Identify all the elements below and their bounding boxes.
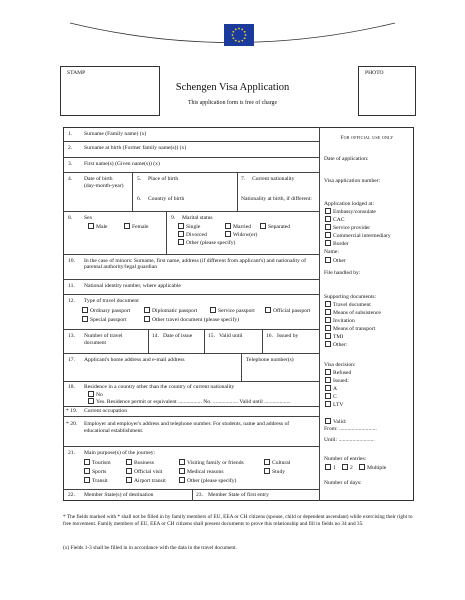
checkbox[interactable] [178, 223, 184, 229]
field-home-address-label: Applicant's home address and e-mail address [84, 357, 185, 363]
field-first-name-label: First name(s) (Given name(s)) (x) [84, 161, 160, 167]
official-supporting-label: Supporting documents: [324, 294, 377, 300]
support-tmi-option[interactable]: TMI [325, 333, 343, 340]
official-lodged-label: Application lodged at: [324, 201, 375, 207]
marital-widow-option[interactable]: Widow(er) [225, 231, 257, 238]
footer-note-family: * The fields marked with * shall not be filled in by family members of EU, EEA or CH citizens (spouse, child or dependent ascendant) while exercising their right to free movement. Family members of EU, EEA or CH citizens shall present documents to prove this relationship and fill in fields no 34 and 35. [63, 514, 413, 527]
checkbox[interactable] [325, 464, 331, 470]
lodged-cac-option[interactable]: CAC [325, 216, 345, 223]
field-national-id-label: National identity number, where applicable [84, 283, 181, 289]
decision-c-option[interactable]: C [325, 393, 337, 400]
doc-special-option[interactable]: Special passport [82, 316, 127, 323]
flag-star [238, 41, 240, 43]
official-days-label: Number of days: [324, 480, 362, 486]
official-heading: For official use only [340, 135, 394, 141]
flag-star [238, 28, 240, 30]
marital-single-option[interactable]: Single [178, 223, 200, 230]
checkbox[interactable] [325, 208, 331, 214]
checkbox[interactable] [84, 459, 90, 465]
field-purpose-label: Main purpose(s) of the journey: [84, 450, 156, 456]
purpose-study-option[interactable]: Study [264, 468, 285, 475]
checkbox[interactable] [82, 316, 88, 322]
field-first-entry-label: Member State of first entry [208, 492, 269, 498]
flag-star [235, 40, 237, 42]
purpose-official-option[interactable]: Official visit [126, 468, 162, 475]
checkbox[interactable] [325, 309, 331, 315]
decision-valid-option[interactable]: Valid: [325, 418, 346, 425]
checkbox[interactable] [88, 223, 94, 229]
checkbox[interactable] [179, 468, 185, 474]
purpose-other-option[interactable]: Other (please specify) [179, 477, 236, 484]
decision-refused-option[interactable]: Refused [325, 369, 351, 376]
checkbox[interactable] [124, 223, 130, 229]
stamp-box [60, 66, 160, 116]
purpose-transit-option[interactable]: Transit [84, 477, 108, 484]
lodged-embassy-option[interactable]: Embassy/consulate [325, 208, 376, 215]
support-invitation-option[interactable]: Invitation [325, 317, 355, 324]
checkbox[interactable] [144, 316, 150, 322]
photo-box [358, 66, 416, 116]
checkbox[interactable] [82, 307, 88, 313]
flag-star [244, 31, 246, 33]
eu-flag [224, 24, 254, 46]
field-issued-by-label: Issued by [277, 333, 299, 339]
purpose-visiting-option[interactable]: Visiting family or friends [179, 459, 244, 466]
official-entries-label: Number of entries: [324, 456, 367, 462]
field-destination-label: Member State(s) of destination [84, 492, 154, 498]
residence-yes-option[interactable]: Yes. Residence permit or equivalent ................. No. .................. Valid until ................... [88, 398, 291, 405]
purpose-medical-option[interactable]: Medical reasons [179, 468, 224, 475]
field-nationality-birth-label: Nationality at birth, if different: [241, 196, 312, 202]
field-issue-date-label: Date of issue [163, 333, 193, 339]
flag-star [235, 28, 237, 30]
residence-no-option[interactable]: No [88, 391, 103, 398]
marital-other-option[interactable]: Other (please specify) [178, 239, 235, 246]
field-surname-birth-label: Surname at birth (Former family name(s)) (x) [84, 145, 187, 151]
decision-a-option[interactable]: A [325, 385, 337, 392]
checkbox[interactable] [325, 317, 331, 323]
official-name-label: Name: [324, 249, 339, 255]
field-employer-label: Employer and employer's address and telephone number. For students, name and address of [84, 421, 290, 427]
purpose-tourism-option[interactable]: Tourism [84, 459, 111, 466]
checkbox[interactable] [325, 418, 331, 424]
checkbox[interactable] [178, 231, 184, 237]
field-residence-label: Residence in a country other than the country of current nationality [84, 384, 235, 390]
field-sex-label: Sex [84, 215, 93, 221]
support-transport-option[interactable]: Means of transport [325, 325, 375, 332]
field-dob-format: (day-month-year) [84, 183, 124, 189]
checkbox[interactable] [325, 369, 331, 375]
checkbox[interactable] [178, 239, 184, 245]
entries-1-option[interactable]: 1 [325, 464, 336, 471]
entries-multiple-option[interactable]: Multiple [359, 464, 386, 471]
flag-star [232, 31, 234, 33]
official-divider [319, 127, 320, 501]
checkbox[interactable] [325, 257, 331, 263]
field-occupation-label: Current occupation [84, 408, 128, 414]
flag-star [232, 37, 234, 39]
doc-ordinary-option[interactable]: Ordinary passport [82, 307, 130, 314]
field-surname-label: Surname (Family name) (x) [84, 131, 147, 137]
checkbox[interactable] [88, 391, 94, 397]
checkbox[interactable] [325, 301, 331, 307]
checkbox[interactable] [325, 240, 331, 246]
lodged-border-option[interactable]: Border [325, 240, 349, 247]
checkbox[interactable] [260, 223, 266, 229]
marital-divorced-option[interactable]: Divorced [178, 231, 207, 238]
checkbox[interactable] [359, 464, 365, 470]
purpose-sports-option[interactable]: Sports [84, 468, 106, 475]
checkbox[interactable] [264, 468, 270, 474]
form-subtitle: This application form is free of charge [187, 100, 278, 106]
decision-issued-option[interactable]: Issued: [325, 377, 349, 384]
purpose-airport-option[interactable]: Airport transit [126, 477, 166, 484]
lodged-service-provider-option[interactable]: Service provider [325, 224, 370, 231]
checkbox[interactable] [325, 325, 331, 331]
support-subsistence-option[interactable]: Means of subsistence [325, 309, 381, 316]
field-dob-label: Date of birth [84, 176, 113, 182]
checkbox[interactable] [179, 459, 185, 465]
flag-star [241, 40, 243, 42]
checkbox[interactable] [325, 377, 331, 383]
field-place-birth-label: Place of birth [148, 176, 179, 182]
stamp-label: STAMP [67, 70, 86, 76]
flag-star [244, 37, 246, 39]
flag-star [241, 28, 243, 30]
doc-other-option[interactable]: Other travel document (please specify) [144, 316, 239, 323]
sex-female-option[interactable]: Female [124, 223, 148, 230]
checkbox[interactable] [210, 307, 216, 313]
official-visa-number: Visa application number: [324, 178, 381, 184]
checkbox[interactable] [325, 385, 331, 391]
purpose-business-option[interactable]: Business [126, 459, 154, 466]
field-doc-number-label: Number of travel [84, 333, 123, 339]
checkbox[interactable] [84, 477, 90, 483]
field-minor-guardian-label: In the case of minors: Surname, first name, address (if different from applicant's) and nationality of parental authority/legal guardian [84, 258, 306, 271]
decision-ltv-option[interactable]: LTV [325, 401, 343, 408]
official-handled-by: File handled by: [324, 270, 361, 276]
official-decision-label: Visa decision: [324, 362, 356, 368]
checkbox[interactable] [84, 468, 90, 474]
doc-official-option[interactable]: Official passport [265, 307, 310, 314]
official-date-app: Date of application: [324, 156, 369, 162]
checkbox[interactable] [325, 232, 331, 238]
checkbox[interactable] [342, 464, 348, 470]
checkbox[interactable] [325, 341, 331, 347]
official-valid-from: From: ........................... [324, 426, 377, 432]
field-telephone-label: Telephone number(s) [246, 357, 294, 363]
checkbox[interactable] [325, 224, 331, 230]
purpose-cultural-option[interactable]: Cultural [264, 459, 290, 466]
checkbox[interactable] [144, 307, 150, 313]
checkbox[interactable] [325, 393, 331, 399]
checkbox[interactable] [126, 477, 132, 483]
checkbox[interactable] [126, 459, 132, 465]
checkbox[interactable] [88, 398, 94, 404]
checkbox[interactable] [325, 333, 331, 339]
field-travel-doc-label: Type of travel document [84, 298, 139, 304]
flag-star [232, 34, 234, 36]
checkbox[interactable] [325, 216, 331, 222]
checkbox[interactable] [325, 401, 331, 407]
lodged-commercial-option[interactable]: Commercial intermediary [325, 232, 391, 239]
checkbox[interactable] [225, 223, 231, 229]
entries-2-option[interactable]: 2 [342, 464, 353, 471]
lodged-other-option[interactable]: Other [325, 257, 346, 264]
checkbox[interactable] [179, 477, 185, 483]
doc-diplomatic-option[interactable]: Diplomatic passport [144, 307, 197, 314]
checkbox[interactable] [265, 307, 271, 313]
checkbox[interactable] [225, 231, 231, 237]
official-valid-until: Until: .......................... [324, 437, 375, 443]
marital-married-option[interactable]: Married [225, 223, 251, 230]
photo-label: PHOTO [365, 70, 384, 76]
flag-star [245, 34, 247, 36]
checkbox[interactable] [126, 468, 132, 474]
form-title: Schengen Visa Application [175, 82, 290, 93]
doc-service-option[interactable]: Service passport [210, 307, 255, 314]
sex-male-option[interactable]: Male [88, 223, 108, 230]
marital-separated-option[interactable]: Separated [260, 223, 290, 230]
support-travel-doc-option[interactable]: Travel document [325, 301, 371, 308]
support-other-option[interactable]: Other: [325, 341, 347, 348]
field-marital-label: Marital status [182, 215, 213, 221]
field-country-birth-label: Country of birth [148, 196, 185, 202]
footer-note-fields: (x) Fields 1-3 shall be filled in in accordance with the data in the travel document. [63, 545, 237, 551]
checkbox[interactable] [264, 459, 270, 465]
field-nationality-label: Current nationality [252, 176, 295, 182]
field-valid-until-label: Valid until [219, 333, 243, 339]
